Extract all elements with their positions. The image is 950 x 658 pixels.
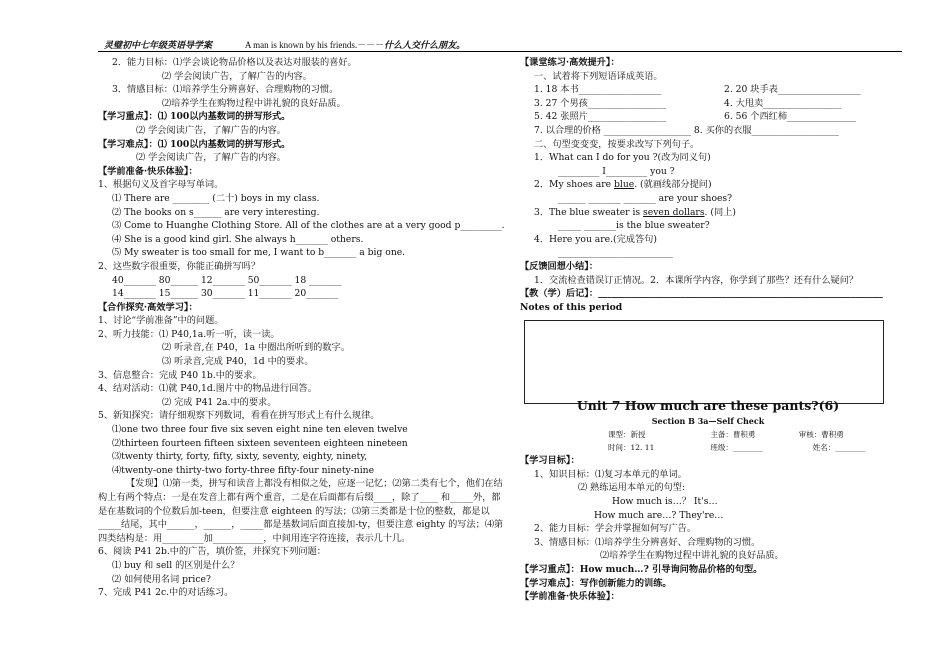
class-field: 班级：________ bbox=[710, 443, 763, 453]
review-heading: 【反馈回想小结】： bbox=[520, 260, 599, 272]
underlined-word: blue bbox=[614, 179, 635, 191]
step-4: 4、结对活动：⑴就 P40,1d.图片中的物品进行回答。 bbox=[98, 383, 317, 395]
phrase-item: 3. 27 个男孩_________________ bbox=[534, 97, 666, 109]
step-5: 5、新知探究：请仔细观察下列数词，看看在拼写形式上有什么规律。 bbox=[98, 410, 380, 422]
sentence-1: 1．What can I do for you ?(改为同义句) bbox=[534, 152, 711, 164]
lesson-author: 主备：曹积勇 bbox=[710, 430, 756, 440]
numeral-row: ⑷twenty-one thirty-two forty-three fifty-four ninety-nine bbox=[112, 464, 375, 476]
reflection-line: 【教（学）后记】：______________________________________________________________ bbox=[520, 288, 883, 300]
step-7: 7、完成 P41 2c.中的对话练习。 bbox=[98, 587, 234, 599]
header-rule bbox=[98, 51, 902, 52]
motto-dash: －－－ bbox=[357, 41, 385, 51]
practice-part-1: 一、试着将下列短语译成英语。 bbox=[534, 70, 663, 82]
discovery-paragraph: 【发现】⑴第一类，拼写和读音上都没有相似之处，应逐一记忆；⑵第二类有七个，他们在结构上有两个特点：一是在发音上都有两个重音，二是在后面都有后缀____，除了____ 和_____外，都是在基数词的个位数后加-teen，但要注意 eighteen 的写法；⑶第三类都是十位的整数，都是以_____结尾，其中______，______，_____都是基数词后面直接加-ty，但要注意 eighty 的写法；⑷第四类结构是：用_________加___________，中间用连字符连接，表示几十几。 bbox=[98, 478, 504, 544]
section-subtitle: Section B 3a—Self Check bbox=[651, 416, 765, 427]
emotion-goal: 3．情感目标：⑴培养学生分辨喜好、合理购物的习惯。 bbox=[112, 84, 339, 96]
step-6: 6、阅读 P41 2b.中的广告，填价签，并探究下列问题： bbox=[98, 546, 326, 558]
right-column bbox=[520, 56, 896, 604]
ability-goal: 2、能力目标：学会并掌握如何写广告。 bbox=[534, 523, 697, 535]
motto: A man is known by his friends. bbox=[244, 40, 358, 50]
emotion-goal-2: ⑵培养学生在购物过程中讲礼貌的良好品质。 bbox=[600, 550, 784, 562]
numeral-row: ⑵thirteen fourteen fifteen sixteen seventeen eighteen nineteen bbox=[112, 437, 408, 449]
emotion-goal: 3、情感目标：⑴培养学生分辨喜好、合理购物的习惯。 bbox=[534, 536, 761, 548]
sentence-3-blank: _____ _______is the blue sweater? bbox=[558, 220, 710, 232]
section-heading-coop: 【合作探究·高效学习】： bbox=[98, 301, 198, 313]
key-point: 【学习重点】：How much…? 引导询问物品价格的句型。 bbox=[520, 564, 763, 576]
emotion-goal-2: ⑵培养学生在购物过程中讲礼貌的良好品质。 bbox=[162, 97, 346, 109]
step-3: 3、信息整合：完成 P40 1b.中的要求。 bbox=[98, 369, 262, 381]
phrase-row bbox=[520, 83, 896, 97]
numeral-row: ⑶twenty thirty, forty, fifty, sixty, seventy, eighty, ninety, bbox=[112, 451, 368, 463]
task-1-item: ⑸ My sweater is too small for me, I want to b_______ a big one. bbox=[112, 247, 406, 259]
sentence-3: 3．The blue sweater is seven dollars. (同上) bbox=[534, 206, 736, 218]
ability-goal: 2．能力目标：⑴学会谈论物品价格以及表达对服装的喜好。 bbox=[112, 57, 357, 68]
notes-label: Notes of this period bbox=[520, 301, 623, 313]
sentence-pattern: How much is…？ It's… bbox=[612, 496, 718, 508]
ability-goal-2: ⑵ 学会阅读广告，了解广告的内容。 bbox=[162, 70, 312, 82]
goals-heading: 【学习目标】： bbox=[520, 455, 580, 467]
task-2: 2、这些数字很重要，你能正确拼写吗？ bbox=[98, 260, 261, 272]
school-name: 灵璧初中七年级英语导学案 bbox=[104, 41, 213, 51]
key-point-2: ⑵ 学会阅读广告，了解广告的内容。 bbox=[136, 124, 286, 136]
step-2-sub: ⑵ 听录音,在 P40，1a 中圈出所听到的数字。 bbox=[162, 342, 350, 354]
page-header bbox=[104, 38, 465, 51]
task-1-item: ⑴ There are ________ (二十) boys in my class. bbox=[112, 192, 320, 204]
sentence-1-blank: _________ I_________ you ? bbox=[558, 165, 675, 177]
difficult-point-2: ⑵ 学会阅读广告，了解广告的内容。 bbox=[136, 152, 286, 164]
practice-heading: 【课堂练习·高效提升】： bbox=[520, 57, 620, 68]
unit-title: Unit 7 How much are these pants?(6) bbox=[576, 398, 840, 414]
task-1-item: ⑷ She is a good kind girl. She always h_______ others. bbox=[112, 233, 364, 245]
number-row: 14_______ 15______ 30_______ 11_______ 20_______ bbox=[112, 288, 339, 300]
knowledge-goal: 1、知识目标：⑴复习本单元的单词。 bbox=[534, 468, 687, 480]
step-4-sub: ⑵ 完成 P41 2a.中的要求。 bbox=[162, 396, 277, 408]
section-heading-prep: 【学前准备·快乐体验】： bbox=[98, 165, 198, 177]
sentence-4: 4．Here you are.(完成答句) bbox=[534, 233, 657, 245]
phrase-item: 6. 56 个西红柿_______________ bbox=[724, 111, 856, 123]
phrase-item: 5. 42 张照片_________________ bbox=[534, 111, 666, 123]
number-row: 40_______ 80______ 12_______ 50_______ 18 _______ bbox=[112, 274, 342, 286]
sentence-4-blank: _________________________ bbox=[558, 247, 673, 259]
phrase-row bbox=[520, 97, 896, 111]
numeral-row: ⑴one two three four five six seven eight nine ten eleven twelve bbox=[112, 424, 408, 436]
difficult-point: 【学习难点】：⑴ 100以内基数词的拼写形式。 bbox=[98, 138, 291, 150]
task-1-item: ⑵ The books on s______ are very interesting. bbox=[112, 206, 320, 218]
difficult-point: 【学习难点】：写作创新能力的训练。 bbox=[520, 577, 672, 589]
meta-row bbox=[520, 428, 896, 441]
phrase-row-last: 7. 以合理的价格 ___________________ 8. 买你的衣服___________________ bbox=[534, 124, 839, 136]
step-2: 2、听力技能：⑴ P40,1a.听一听，读一读。 bbox=[98, 328, 280, 340]
underlined-word: seven dollars bbox=[643, 206, 705, 218]
step-1: 1、讨论“学前准备”中的问题。 bbox=[98, 315, 224, 327]
lesson-reviewer: 审核：曹积勇 bbox=[798, 430, 844, 440]
step-6-question: ⑴ buy 和 sell 的区别是什么？ bbox=[112, 559, 240, 571]
lesson-type: 课型：新授 bbox=[608, 430, 646, 440]
sentence-pattern: How much are…? They're… bbox=[594, 509, 724, 521]
task-1-item: ⑶ Come to Huanghe Clothing Store. All of the clothes are at a very good p_________. bbox=[112, 220, 505, 232]
key-point: 【学习重点】：⑴ 100以内基数词的拼写形式。 bbox=[98, 111, 291, 123]
sentence-2-blank: ______ _______ _______ are your shoes? bbox=[558, 192, 733, 204]
phrase-item: 2. 20 块手表__________________ bbox=[724, 84, 861, 96]
practice-part-2: 二、句型变变变，按要求改写下列句子。 bbox=[534, 138, 700, 150]
left-column bbox=[98, 56, 508, 600]
phrase-item: 1. 18 本书__________________ bbox=[534, 84, 662, 96]
lesson-time: 时间：12. 11 bbox=[608, 443, 655, 453]
name-field: 姓名：________ bbox=[812, 443, 866, 453]
phrase-row bbox=[520, 110, 896, 124]
notes-box bbox=[524, 320, 884, 404]
motto-translation: 什么人交什么朋友。 bbox=[384, 41, 466, 51]
review-text: 1．交流检查错误订正情况。2．本课所学内容，你学到了那些？还有什么疑问？ bbox=[534, 274, 859, 286]
step-2-sub: ⑶ 听录音,完成 P40，1d 中的要求。 bbox=[162, 356, 314, 368]
knowledge-goal-2: ⑵ 熟练运用本单元的句型: bbox=[578, 482, 686, 494]
sentence-2: 2．My shoes are blue. (就画线部分提问) bbox=[534, 179, 712, 191]
phrase-item: 4. 大甩卖_________________ bbox=[724, 97, 842, 109]
section-heading-prep: 【学前准备·快乐体验】： bbox=[520, 591, 620, 603]
meta-row bbox=[520, 441, 896, 454]
task-1: 1、根据句义及首字母写单词。 bbox=[98, 179, 224, 191]
step-6-question: ⑵ 如何使用名词 price? bbox=[112, 573, 211, 585]
